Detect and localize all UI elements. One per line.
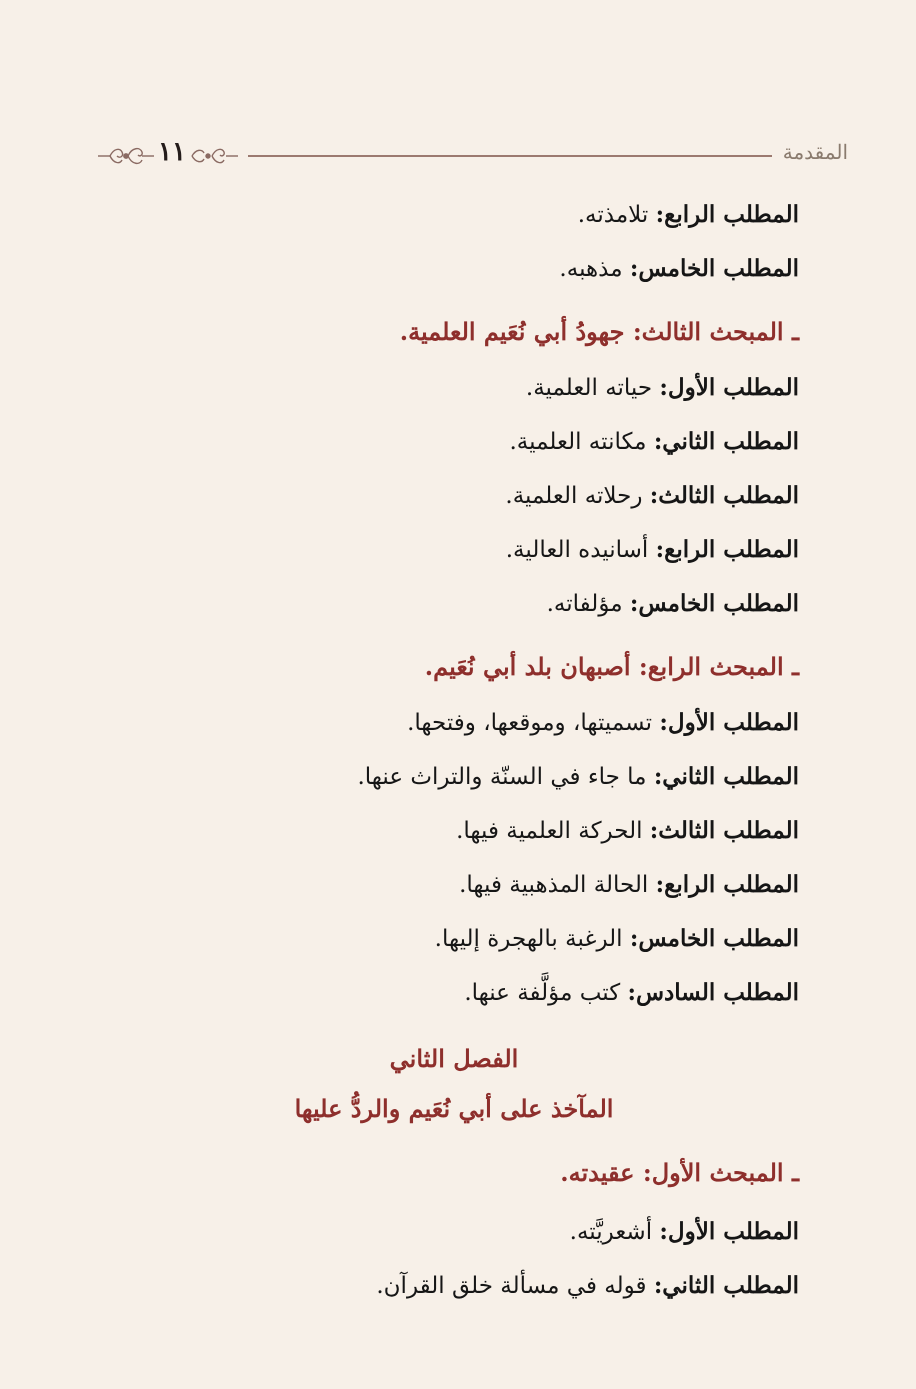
item-text: تسميتها، وموقعها، وفتحها.	[407, 710, 660, 736]
heading-text: جهودُ أبي نُعَيم العلمية.	[399, 317, 633, 346]
item-text: قوله في مسألة خلق القرآن.	[376, 1273, 654, 1299]
toc-item	[109, 1271, 799, 1301]
page-header	[96, 138, 848, 178]
item-label: المطلب الأول:	[659, 1218, 799, 1245]
toc-content	[109, 198, 799, 1301]
item-text: رحلاته العلمية.	[505, 483, 650, 509]
toc-item	[109, 481, 799, 511]
toc-item	[109, 816, 799, 846]
section-heading	[109, 317, 799, 347]
section-heading	[109, 1158, 799, 1188]
heading-dash: ـ	[783, 317, 799, 346]
item-text: مكانته العلمية.	[509, 429, 654, 455]
item-label: المطلب السادس:	[627, 979, 799, 1006]
item-label: المطلب الثاني:	[653, 1272, 799, 1299]
chapter-title: الفصل الثاني	[389, 1044, 519, 1073]
item-text: حياته العلمية.	[525, 375, 660, 401]
ornament-right-icon	[190, 139, 240, 173]
toc-item	[109, 1217, 799, 1247]
toc-item	[109, 708, 799, 738]
page-number: ١١	[158, 137, 186, 167]
item-text: أشعريَّته.	[569, 1219, 660, 1245]
toc-item	[109, 870, 799, 900]
item-label: المطلب الخامس:	[629, 255, 799, 282]
toc-item	[109, 924, 799, 954]
header-rule	[248, 155, 772, 157]
item-label: المطلب الثالث:	[649, 817, 799, 844]
item-label: المطلب الرابع:	[655, 871, 799, 898]
heading-dash: ـ	[783, 1158, 799, 1187]
running-title: المقدمة	[782, 140, 848, 164]
heading-text: عقيدته.	[560, 1158, 643, 1187]
heading-dash: ـ	[783, 652, 799, 681]
toc-item	[109, 427, 799, 457]
heading-label: المبحث الأول:	[642, 1158, 784, 1187]
item-label: المطلب الخامس:	[629, 925, 799, 952]
item-text: الحالة المذهبية فيها.	[459, 872, 656, 898]
toc-item	[109, 373, 799, 403]
item-label: المطلب الأول:	[659, 709, 799, 736]
heading-label: المبحث الثالث:	[632, 317, 784, 346]
toc-item	[109, 535, 799, 565]
item-text: أسانيده العالية.	[505, 537, 656, 563]
section-heading	[109, 652, 799, 682]
item-text: الرغبة بالهجرة إليها.	[434, 926, 630, 952]
toc-item	[109, 978, 799, 1008]
item-text: تلامذته.	[577, 202, 656, 228]
item-text: مذهبه.	[559, 256, 630, 282]
heading-text: أصبهان بلد أبي نُعَيم.	[424, 652, 639, 681]
toc-item	[109, 254, 799, 284]
item-label: المطلب الرابع:	[655, 536, 799, 563]
item-text: الحركة العلمية فيها.	[456, 818, 650, 844]
toc-item	[109, 200, 799, 230]
item-text: مؤلفاته.	[546, 591, 630, 617]
ornament-left-icon	[96, 139, 156, 173]
item-label: المطلب الأول:	[659, 374, 799, 401]
item-label: المطلب الثاني:	[653, 763, 799, 790]
item-label: المطلب الثاني:	[653, 428, 799, 455]
toc-item	[109, 589, 799, 619]
heading-label: المبحث الرابع:	[638, 652, 784, 681]
toc-item	[109, 762, 799, 792]
item-label: المطلب الثالث:	[649, 482, 799, 509]
item-text: ما جاء في السنّة والتراث عنها.	[357, 764, 654, 790]
item-label: المطلب الخامس:	[629, 590, 799, 617]
chapter-subtitle: المآخذ على أبي نُعَيم والردُّ عليها	[294, 1094, 614, 1123]
item-label: المطلب الرابع:	[655, 201, 799, 228]
item-text: كتب مؤلَّفة عنها.	[464, 980, 628, 1006]
